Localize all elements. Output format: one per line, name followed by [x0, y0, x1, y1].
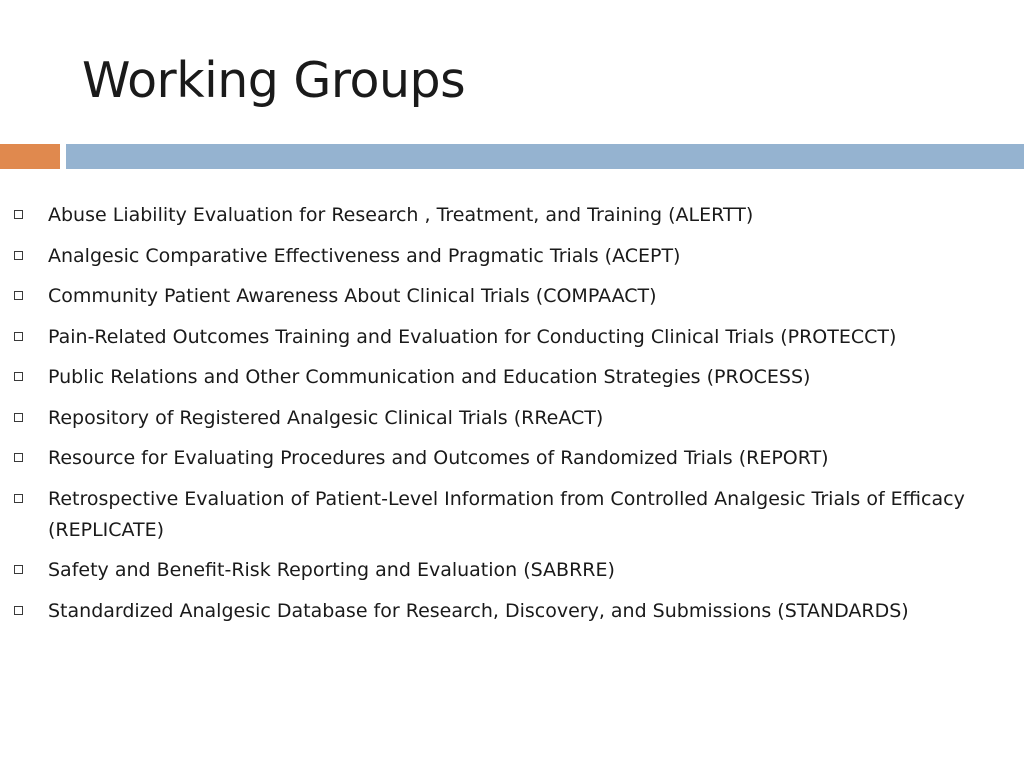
list-item-label: Abuse Liability Evaluation for Research , Treatment, and Training (ALERTT) — [48, 204, 754, 226]
list-item — [0, 403, 1024, 434]
list-item — [0, 200, 1024, 231]
hollow-square-icon — [14, 210, 23, 219]
list-item-label: Analgesic Comparative Effectiveness and Pragmatic Trials (ACEPT) — [48, 244, 681, 267]
list-item — [0, 555, 1024, 586]
hollow-square-icon — [14, 372, 23, 381]
list-item-label: Community Patient Awareness About Clinical Trials (COMPAACT) — [48, 285, 657, 307]
list-item — [0, 596, 1024, 627]
list-item-label: Standardized Analgesic Database for Research, Discovery, and Submissions (STANDARDS) — [48, 599, 909, 622]
slide-title: Working Groups — [82, 52, 466, 109]
list-item-label: Retrospective Evaluation of Patient-Level Information from Controlled Analgesic Trials of Efficacy (REPLICATE) — [48, 487, 965, 541]
hollow-square-icon — [14, 494, 23, 503]
list-item — [0, 281, 1024, 312]
list-item-label: Pain-Related Outcomes Training and Evaluation for Conducting Clinical Trials (PROTECCT) — [48, 325, 897, 348]
hollow-square-icon — [14, 453, 23, 462]
hollow-square-icon — [14, 565, 23, 574]
list-item — [0, 443, 1024, 474]
list-item — [0, 241, 1024, 272]
working-groups-list — [0, 200, 1024, 636]
hollow-square-icon — [14, 413, 23, 422]
list-item-label: Safety and Benefit-Risk Reporting and Evaluation (SABRRE) — [48, 559, 615, 581]
accent-bar-orange — [0, 144, 60, 169]
list-item-label: Public Relations and Other Communication and Education Strategies (PROCESS) — [48, 366, 811, 388]
hollow-square-icon — [14, 251, 23, 260]
list-item-label: Repository of Registered Analgesic Clinical Trials (RReACT) — [48, 406, 604, 429]
hollow-square-icon — [14, 291, 23, 300]
hollow-square-icon — [14, 332, 23, 341]
list-item — [0, 484, 1024, 546]
accent-bar-blue — [66, 144, 1024, 169]
list-item — [0, 362, 1024, 393]
list-item — [0, 322, 1024, 353]
list-item-label: Resource for Evaluating Procedures and Outcomes of Randomized Trials (REPORT) — [48, 447, 829, 469]
hollow-square-icon — [14, 606, 23, 615]
